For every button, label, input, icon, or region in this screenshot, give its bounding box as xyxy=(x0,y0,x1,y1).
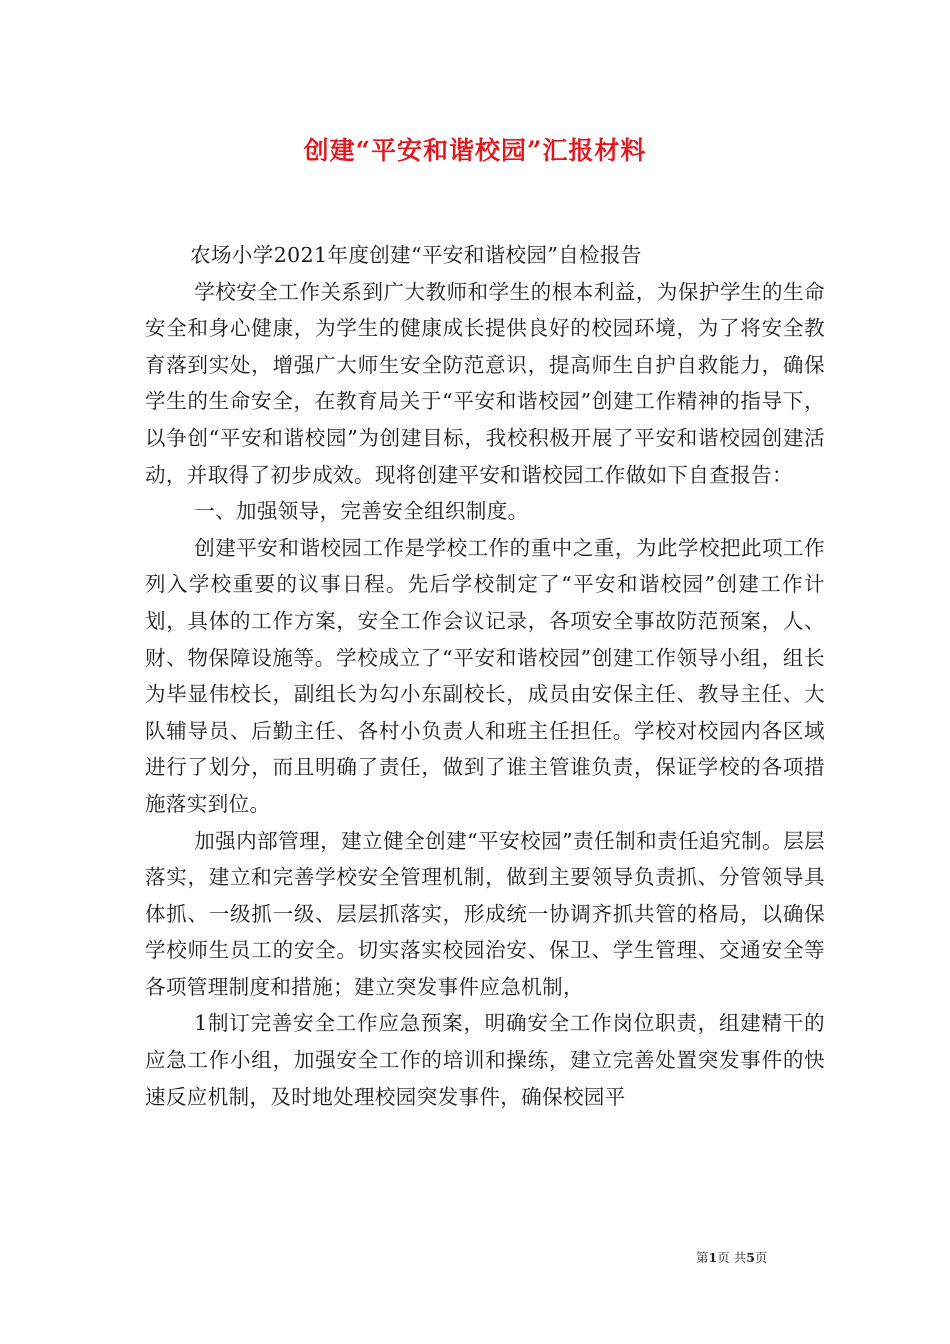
paragraph-emergency-plan: 1制订完善安全工作应急预案，明确安全工作岗位职责，组建精干的应急工作小组，加强安全工作的培训和操练，建立完善处置突发事件的快速反应机制，及时地处理校园突发事件，确保校园平 xyxy=(145,1011,825,1109)
section-heading-1: 一、加强领导，完善安全组织制度。 xyxy=(194,499,529,524)
footer-suffix: 页 xyxy=(754,1250,768,1265)
paragraph-intro: 学校安全工作关系到广大教师和学生的根本利益，为保护学生的生命安全和身心健康，为学生的健康成长提供良好的校园环境，为了将安全教育落到实处，增强广大师生安全防范意识，提高师生自护自救能力，确保学生的生命安全，在教育局关于“平安和谐校园”创建工作精神的指导下，以争创“平安和谐校园”为创建目标，我校积极开展了平安和谐校园创建活动，并取得了初步成效。现将创建平安和谐校园工作做如下自查报告： xyxy=(145,279,825,487)
footer-current-page: 1 xyxy=(708,1250,718,1265)
report-subtitle: 农场小学2021年度创建“平安和谐校园”自检报告 xyxy=(190,243,642,267)
paragraph-leadership: 创建平安和谐校园工作是学校工作的重中之重，为此学校把此项工作列入学校重要的议事日程。先后学校制定了“平安和谐校园”创建工作计划，具体的工作方案，安全工作会议记录，各项安全事故防范预案，人、财、物保障设施等。学校成立了“平安和谐校园”创建工作领导小组，组长为毕显伟校长，副组长为勾小东副校长，成员由安保主任、教导主任、大队辅导员、后勤主任、各村小负责人和班主任担任。学校对校园内各区域进行了划分，而且明确了责任，做到了谁主管谁负责，保证学校的各项措施落实到位。 xyxy=(145,535,825,816)
footer-total-pages: 5 xyxy=(746,1250,755,1265)
page-footer xyxy=(696,1248,767,1266)
document-title: 创建“平安和谐校园”汇报材料 xyxy=(303,136,647,165)
paragraph-internal-management: 加强内部管理，建立健全创建“平安校园”责任制和责任追究制。层层落实，建立和完善学校安全管理机制，做到主要领导负责抓、分管领导具体抓、一级抓一级、层层抓落实，形成统一协调齐抓共管的格局，以确保学校师生员工的安全。切实落实校园治安、保卫、学生管理、交通安全等各项管理制度和措施；建立突发事件应急机制， xyxy=(145,828,825,999)
footer-middle: 页 共 xyxy=(717,1250,747,1265)
document-body xyxy=(145,237,825,1115)
footer-prefix: 第 xyxy=(696,1250,709,1265)
